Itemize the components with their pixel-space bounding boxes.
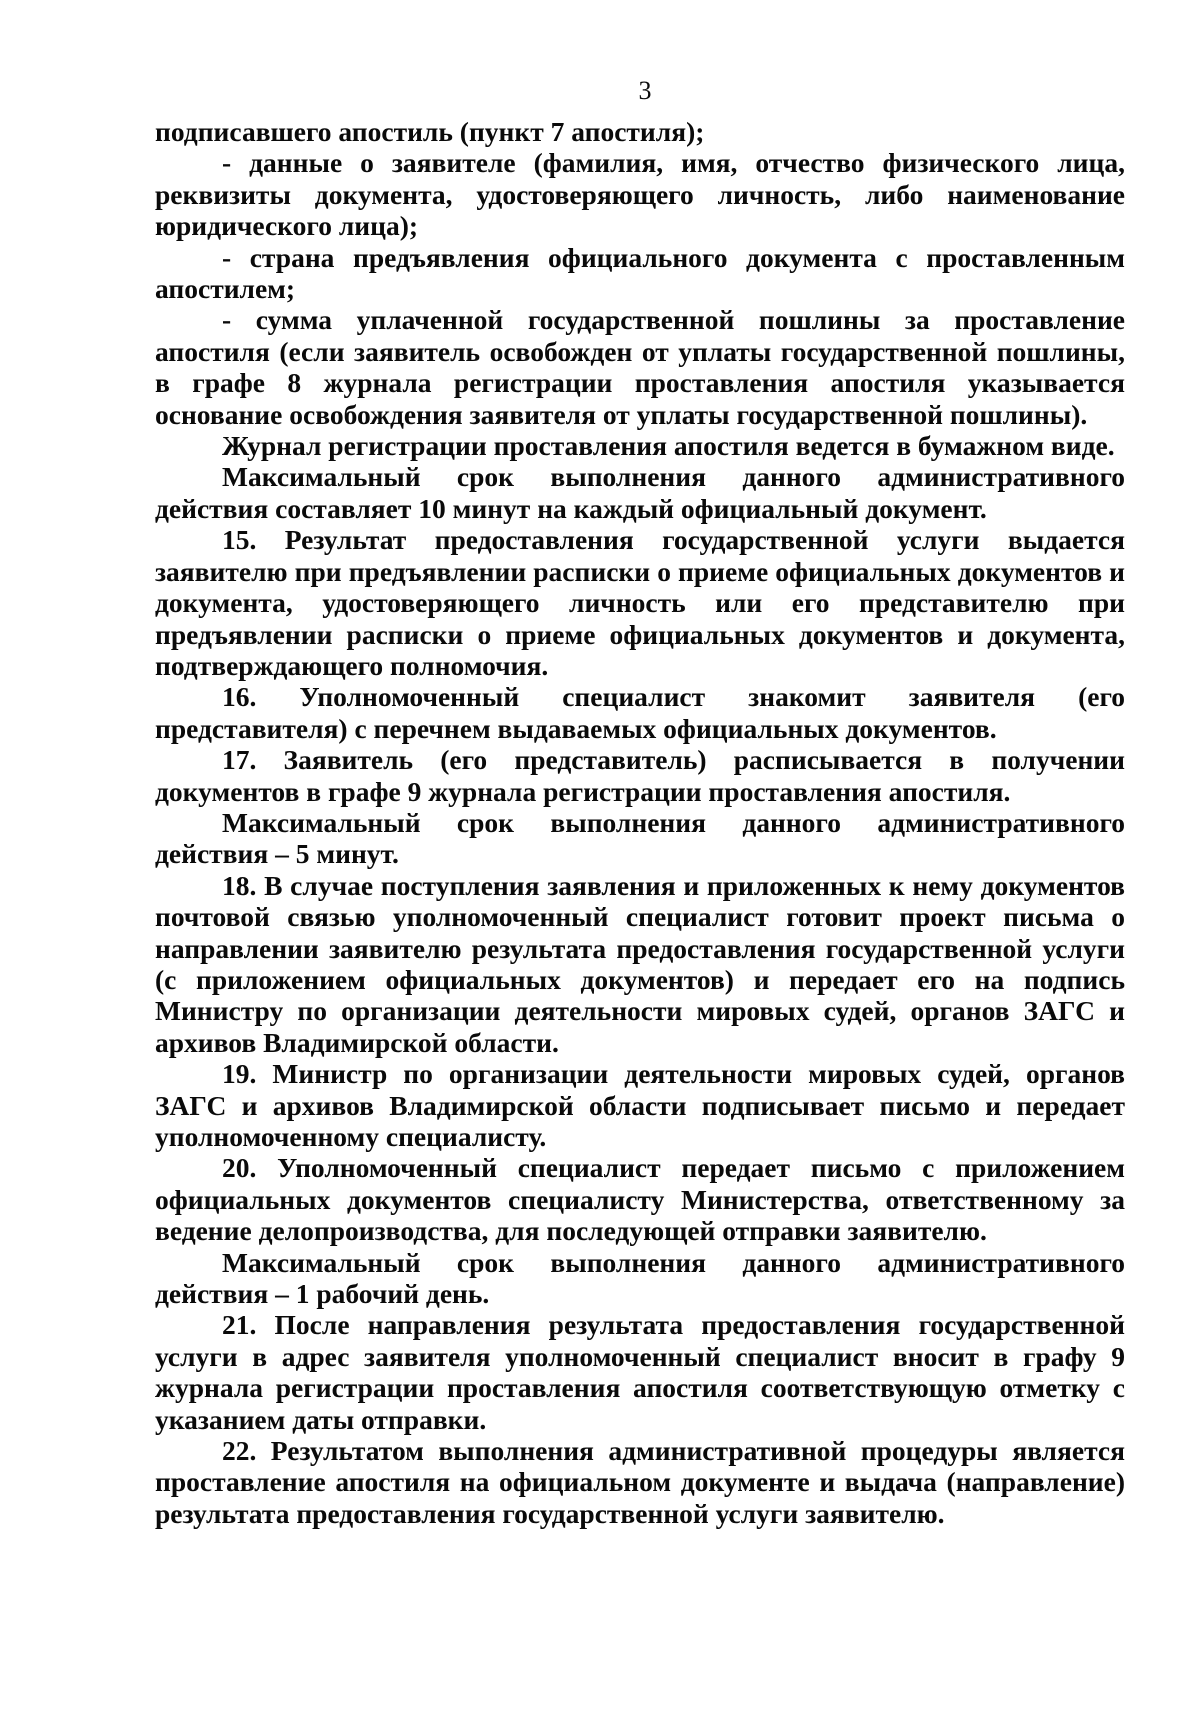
- paragraph-19: 19. Министр по организации деятельности мировых судей, органов ЗАГС и архивов Владимирской области подписывает письмо и передает уполномоченному специалисту.: [155, 1058, 1125, 1152]
- paragraph-15: 15. Результат предоставления государственной услуги выдается заявителю при предъявлении расписки о приеме официальных документов и документа, удостоверяющего личность или его представителю при предъявлении расписки о приеме официальных документов и документа, подтверждающего полномочия.: [155, 524, 1125, 681]
- paragraph-max-time-5: Максимальный срок выполнения данного административного действия – 5 минут.: [155, 806, 1125, 870]
- document-body: [155, 116, 1125, 1529]
- paragraph-18: 18. В случае поступления заявления и приложенных к нему документов почтовой связью уполномоченный специалист готовит проект письма о направлении заявителю результата предоставления государственной услуги (с приложением официальных документов) и передает его на подпись Министру по организации деятельности мировых судей, органов ЗАГС и архивов Владимирской области.: [155, 869, 1125, 1058]
- paragraph-country: - страна предъявления официального документа с проставленным апостилем;: [155, 241, 1125, 305]
- paragraph-journal: Журнал регистрации проставления апостиля ведется в бумажном виде.: [222, 430, 1115, 462]
- paragraph-16: 16. Уполномоченный специалист знакомит заявителя (его представителя) с перечнем выдаваемых официальных документов.: [155, 681, 1125, 744]
- paragraph-applicant-data: - данные о заявителе (фамилия, имя, отчество физического лица, реквизиты документа, удостоверяющего личность, либо наименование юридического лица);: [155, 147, 1125, 242]
- page-number: 3: [638, 76, 652, 105]
- paragraph-max-time-10: Максимальный срок выполнения данного административного действия составляет 10 минут на каждый официальный документ.: [155, 461, 1125, 524]
- paragraph-20: 20. Уполномоченный специалист передает письмо с приложением официальных документов специалисту Министерства, ответственному за ведение делопроизводства, для последующей отправки заявителю.: [155, 1152, 1125, 1247]
- paragraph-22: 22. Результатом выполнения административной процедуры является проставление апостиля на официальном документе и выдача (направление) результата предоставления государственной услуги заявителю.: [155, 1435, 1125, 1529]
- paragraph-continuation: подписавшего апостиль (пункт 7 апостиля);: [155, 116, 705, 147]
- paragraph-max-time-1-day: Максимальный срок выполнения данного административного действия – 1 рабочий день.: [155, 1246, 1125, 1310]
- paragraph-21: 21. После направления результата предоставления государственной услуги в адрес заявителя уполномоченный специалист вносит в графу 9 журнала регистрации проставления апостиля соответствующую отметку с указанием даты отправки.: [155, 1309, 1125, 1435]
- paragraph-17: 17. Заявитель (его представитель) расписывается в получении документов в графе 9 журнала регистрации проставления апостиля.: [155, 744, 1125, 807]
- paragraph-fee: - сумма уплаченной государственной пошлины за проставление апостиля (если заявитель освобожден от уплаты государственной пошлины, в графе 8 журнала регистрации проставления апостиля указывается основание освобождения заявителя от уплаты государственной пошлины).: [155, 304, 1125, 430]
